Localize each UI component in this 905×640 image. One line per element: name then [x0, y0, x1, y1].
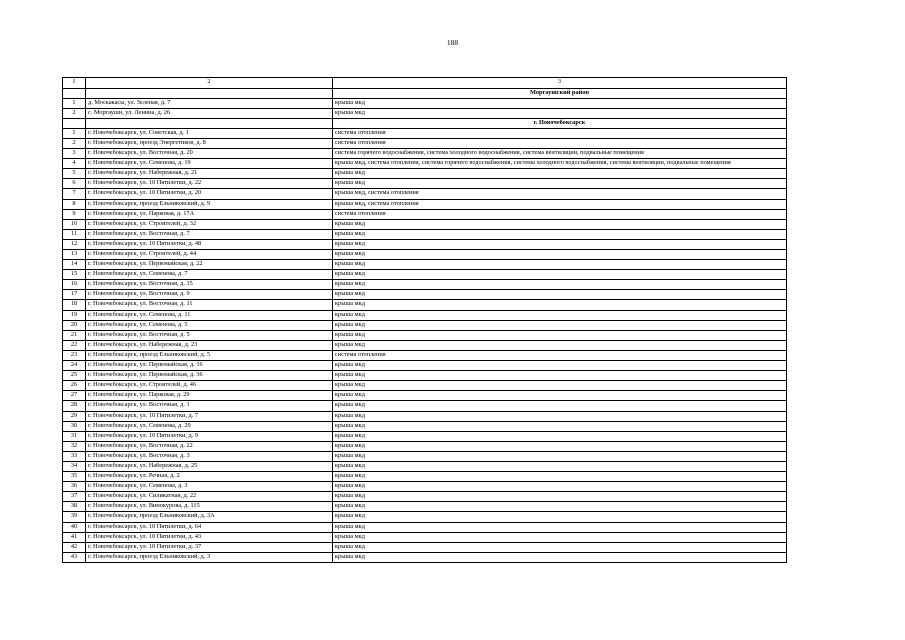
row-address: г. Новочебоксарск, ул. Восточная, д. 9 [86, 290, 333, 300]
row-work-type: крыша мкд [333, 239, 787, 249]
row-work-type: крыша мкд [333, 381, 787, 391]
header-col-3: 3 [333, 78, 787, 89]
row-number: 25 [63, 371, 86, 381]
table-row [63, 108, 787, 118]
row-work-type: крыша мкд [333, 522, 787, 532]
row-work-type: система отопления [333, 138, 787, 148]
row-number: 2 [63, 108, 86, 118]
row-number: 19 [63, 310, 86, 320]
row-address: г. Новочебоксарск, ул. Семенова, д. 19 [86, 159, 333, 169]
row-address: г. Новочебоксарск, ул. Набережная, д. 23 [86, 340, 333, 350]
table-row [63, 552, 787, 562]
row-number: 27 [63, 391, 86, 401]
row-work-type: крыша мкд [333, 98, 787, 108]
table-row [63, 239, 787, 249]
table-row [63, 300, 787, 310]
table-row [63, 260, 787, 270]
row-address: г. Новочебоксарск, ул. Восточная, д. 15 [86, 280, 333, 290]
row-work-type: крыша мкд [333, 300, 787, 310]
row-number: 40 [63, 522, 86, 532]
row-address: г. Новочебоксарск, ул. Парковая, д. 17А [86, 209, 333, 219]
row-work-type: крыша мкд [333, 371, 787, 381]
table-row [63, 391, 787, 401]
row-number: 37 [63, 492, 86, 502]
row-number: 39 [63, 512, 86, 522]
section-empty-cell [63, 88, 86, 98]
row-number: 38 [63, 502, 86, 512]
table-row [63, 280, 787, 290]
row-number: 11 [63, 229, 86, 239]
row-address: г. Новочебоксарск, ул. Строителей, д. 44 [86, 250, 333, 260]
row-work-type: крыша мкд [333, 502, 787, 512]
row-work-type: крыша мкд [333, 451, 787, 461]
row-work-type: крыша мкд [333, 280, 787, 290]
row-address: г. Новочебоксарск, ул. Набережная, д. 21 [86, 169, 333, 179]
table-row [63, 138, 787, 148]
row-number: 1 [63, 98, 86, 108]
table-row [63, 441, 787, 451]
table-row [63, 179, 787, 189]
table-row [63, 431, 787, 441]
table-row [63, 98, 787, 108]
row-work-type: крыша мкд [333, 340, 787, 350]
row-work-type: крыша мкд [333, 431, 787, 441]
row-address: г. Новочебоксарск, ул. Первомайская, д. 22 [86, 260, 333, 270]
row-number: 8 [63, 199, 86, 209]
row-number: 5 [63, 169, 86, 179]
row-work-type: крыша мкд [333, 492, 787, 502]
table-row [63, 250, 787, 260]
table-row [63, 199, 787, 209]
row-address: г. Новочебоксарск, ул. 10 Пятилетки, д. 48 [86, 239, 333, 249]
row-address: г. Новочебоксарск, ул. Восточная, д. 1 [86, 401, 333, 411]
table-row [63, 310, 787, 320]
row-number: 2 [63, 138, 86, 148]
row-work-type: крыша мкд [333, 552, 787, 562]
row-work-type: крыша мкд [333, 441, 787, 451]
table-row [63, 320, 787, 330]
row-address: г. Новочебоксарск, ул. Силикатная, д. 22 [86, 492, 333, 502]
row-address: г. Новочебоксарск, ул. 10 Пятилетки, д. 64 [86, 522, 333, 532]
row-number: 18 [63, 300, 86, 310]
table-row [63, 381, 787, 391]
row-address: г. Новочебоксарск, ул. Советская, д. 1 [86, 128, 333, 138]
row-address: г. Новочебоксарск, ул. Строителей, д. 46 [86, 381, 333, 391]
row-work-type: крыша мкд [333, 330, 787, 340]
row-number: 26 [63, 381, 86, 391]
table-row [63, 209, 787, 219]
row-number: 28 [63, 401, 86, 411]
row-work-type: крыша мкд [333, 411, 787, 421]
section-empty-cell [86, 118, 333, 128]
row-work-type: крыша мкд [333, 461, 787, 471]
row-work-type: система отопления [333, 209, 787, 219]
row-address: д. Москакасы, ул. Зеленая, д. 7 [86, 98, 333, 108]
table-row [63, 542, 787, 552]
section-row [63, 88, 787, 98]
row-work-type: крыша мкд [333, 391, 787, 401]
table-row [63, 532, 787, 542]
section-title: Моргаушский район [333, 88, 787, 98]
table-row [63, 330, 787, 340]
row-address: г. Новочебоксарск, ул. 10 Пятилетки, д. 43 [86, 532, 333, 542]
row-address: г. Новочебоксарск, ул. Семенова, д. 7 [86, 270, 333, 280]
row-work-type: крыша мкд [333, 310, 787, 320]
row-work-type: крыша мкд [333, 229, 787, 239]
table-row [63, 189, 787, 199]
works-table-body [63, 78, 787, 563]
row-address: г. Новочебоксарск, ул. 10 Пятилетки, д. 9 [86, 431, 333, 441]
table-row [63, 411, 787, 421]
row-number: 43 [63, 552, 86, 562]
row-work-type: крыша мкд [333, 260, 787, 270]
row-work-type: крыша мкд [333, 472, 787, 482]
row-number: 32 [63, 441, 86, 451]
row-number: 6 [63, 179, 86, 189]
table-header-row [63, 78, 787, 89]
row-address: г. Новочебоксарск, ул. Восточная, д. 20 [86, 149, 333, 159]
table-row [63, 461, 787, 471]
row-work-type: крыша мкд [333, 401, 787, 411]
row-address: г. Новочебоксарск, ул. 10 Пятилетки, д. 20 [86, 189, 333, 199]
table-row [63, 512, 787, 522]
table-row [63, 229, 787, 239]
row-address: с. Моргауши, ул. Ленина, д. 26 [86, 108, 333, 118]
row-address: г. Новочебоксарск, проезд Ельниковский, д. 9 [86, 199, 333, 209]
header-col-1: 1 [63, 78, 86, 89]
section-empty-cell [86, 88, 333, 98]
table-row [63, 340, 787, 350]
section-title: г. Новочебоксарск [333, 118, 787, 128]
row-work-type: крыша мкд [333, 108, 787, 118]
row-number: 14 [63, 260, 86, 270]
row-number: 13 [63, 250, 86, 260]
row-work-type: система отопления [333, 350, 787, 360]
row-number: 24 [63, 361, 86, 371]
works-table [62, 77, 787, 563]
table-row [63, 361, 787, 371]
row-address: г. Новочебоксарск, ул. Семенова, д. 11 [86, 310, 333, 320]
table-row [63, 270, 787, 280]
row-number: 1 [63, 128, 86, 138]
table-row [63, 350, 787, 360]
row-number: 10 [63, 219, 86, 229]
table-row [63, 421, 787, 431]
row-address: г. Новочебоксарск, проезд Ельниковский, д. 3 [86, 552, 333, 562]
row-number: 4 [63, 159, 86, 169]
table-row [63, 401, 787, 411]
row-work-type: крыша мкд, система отопления [333, 189, 787, 199]
row-address: г. Новочебоксарск, ул. Речная, д. 2 [86, 472, 333, 482]
section-empty-cell [63, 118, 86, 128]
row-address: г. Новочебоксарск, ул. Первомайская, д. 36 [86, 371, 333, 381]
row-number: 7 [63, 189, 86, 199]
row-number: 9 [63, 209, 86, 219]
table-row [63, 219, 787, 229]
table-row [63, 371, 787, 381]
page-number: 188 [446, 38, 459, 47]
table-row [63, 451, 787, 461]
row-number: 42 [63, 542, 86, 552]
row-number: 34 [63, 461, 86, 471]
row-work-type: система отопления [333, 128, 787, 138]
row-number: 17 [63, 290, 86, 300]
row-address: г. Новочебоксарск, ул. Восточная, д. 11 [86, 300, 333, 310]
row-number: 41 [63, 532, 86, 542]
section-row [63, 118, 787, 128]
row-number: 33 [63, 451, 86, 461]
row-number: 35 [63, 472, 86, 482]
row-work-type: крыша мкд [333, 179, 787, 189]
row-number: 23 [63, 350, 86, 360]
table-row [63, 492, 787, 502]
row-work-type: крыша мкд, система отопления [333, 199, 787, 209]
row-work-type: крыша мкд [333, 482, 787, 492]
row-number: 20 [63, 320, 86, 330]
table-row [63, 522, 787, 532]
row-address: г. Новочебоксарск, ул. Восточная, д. 22 [86, 441, 333, 451]
row-address: г. Новочебоксарск, ул. 10 Пятилетки, д. 7 [86, 411, 333, 421]
row-number: 3 [63, 149, 86, 159]
row-address: г. Новочебоксарск, проезд Энергетиков, д. 8 [86, 138, 333, 148]
row-work-type: крыша мкд, система отопления, система горячего водоснабжения, система холодного водоснабжения, система вентиляции, подвальные помещения [333, 159, 787, 169]
row-address: г. Новочебоксарск, ул. Семенова, д. 3 [86, 482, 333, 492]
header-col-2: 2 [86, 78, 333, 89]
row-number: 31 [63, 431, 86, 441]
row-address: г. Новочебоксарск, проезд Ельниковский, д. 3А [86, 512, 333, 522]
row-work-type: крыша мкд [333, 290, 787, 300]
row-address: г. Новочебоксарск, ул. Набережная, д. 25 [86, 461, 333, 471]
row-work-type: система горячего водоснабжения, система холодного водоснабжения, система вентиляции, подвальные помещения [333, 149, 787, 159]
row-work-type: крыша мкд [333, 169, 787, 179]
row-work-type: крыша мкд [333, 512, 787, 522]
row-number: 22 [63, 340, 86, 350]
row-address: г. Новочебоксарск, ул. Первомайская, д. 16 [86, 361, 333, 371]
table-row [63, 472, 787, 482]
row-number: 16 [63, 280, 86, 290]
row-work-type: крыша мкд [333, 250, 787, 260]
row-address: г. Новочебоксарск, проезд Ельниковский, д. 5 [86, 350, 333, 360]
row-address: г. Новочебоксарск, ул. Парковая, д. 29 [86, 391, 333, 401]
row-number: 30 [63, 421, 86, 431]
row-address: г. Новочебоксарск, ул. Винокурова, д. 115 [86, 502, 333, 512]
row-work-type: крыша мкд [333, 320, 787, 330]
row-work-type: крыша мкд [333, 270, 787, 280]
table-row [63, 128, 787, 138]
row-address: г. Новочебоксарск, ул. Восточная, д. 3 [86, 451, 333, 461]
row-work-type: крыша мкд [333, 219, 787, 229]
row-number: 15 [63, 270, 86, 280]
row-address: г. Новочебоксарск, ул. 10 Пятилетки, д. 37 [86, 542, 333, 552]
table-row [63, 290, 787, 300]
row-number: 21 [63, 330, 86, 340]
row-work-type: крыша мкд [333, 421, 787, 431]
row-number: 12 [63, 239, 86, 249]
table-row [63, 502, 787, 512]
row-address: г. Новочебоксарск, ул. Восточная, д. 7 [86, 229, 333, 239]
row-address: г. Новочебоксарск, ул. 10 Пятилетки, д. 22 [86, 179, 333, 189]
row-work-type: крыша мкд [333, 532, 787, 542]
row-address: г. Новочебоксарск, ул. Семенова, д. 5 [86, 320, 333, 330]
row-work-type: крыша мкд [333, 542, 787, 552]
table-row [63, 169, 787, 179]
row-address: г. Новочебоксарск, ул. Семенова, д. 29 [86, 421, 333, 431]
table-row [63, 159, 787, 169]
row-address: г. Новочебоксарск, ул. Строителей, д. 32 [86, 219, 333, 229]
row-address: г. Новочебоксарск, ул. Восточная, д. 5 [86, 330, 333, 340]
table-row [63, 482, 787, 492]
table-row [63, 149, 787, 159]
row-work-type: крыша мкд [333, 361, 787, 371]
row-number: 29 [63, 411, 86, 421]
row-number: 36 [63, 482, 86, 492]
